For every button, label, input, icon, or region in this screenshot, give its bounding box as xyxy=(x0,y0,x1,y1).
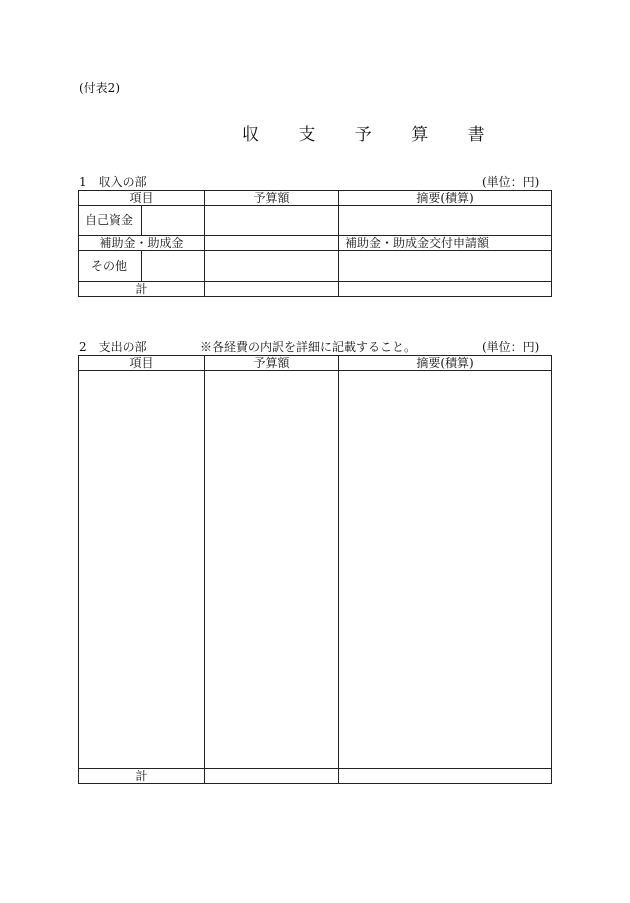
other-amount-cell[interactable] xyxy=(205,251,339,282)
expense-section-label: 2 支出の部 xyxy=(79,340,147,354)
income-header-amount: 予算額 xyxy=(205,191,339,206)
attachment-label: (付表2) xyxy=(79,81,120,95)
income-total-row xyxy=(79,282,552,297)
income-header-item: 項目 xyxy=(79,191,205,206)
own-funds-label: 自己資金 xyxy=(79,206,142,236)
income-total-summary-cell[interactable] xyxy=(339,282,552,297)
income-unit-label: (単位：円) xyxy=(482,175,540,189)
income-total-amount-cell[interactable] xyxy=(205,282,339,297)
expense-header-item: 項目 xyxy=(79,356,205,371)
page-title: 収 支 予 算 書 xyxy=(242,125,502,145)
expense-total-row xyxy=(79,769,552,784)
income-header-summary: 摘要(積算) xyxy=(339,191,552,206)
subsidy-amount-cell[interactable] xyxy=(205,236,339,251)
own-funds-amount-cell[interactable] xyxy=(205,206,339,236)
income-row-own-funds xyxy=(79,206,552,236)
expense-total-label: 計 xyxy=(79,769,205,784)
income-row-other xyxy=(79,251,552,282)
subsidy-summary-cell: 補助金・助成金交付申請額 xyxy=(339,236,552,251)
expense-item-cell[interactable] xyxy=(79,371,205,769)
other-label: その他 xyxy=(79,251,142,282)
other-detail-cell[interactable] xyxy=(142,251,205,282)
expense-note: ※各経費の内訳を詳細に記載すること。 xyxy=(200,340,417,354)
expense-unit-label: (単位：円) xyxy=(482,340,540,354)
expense-total-summary-cell[interactable] xyxy=(339,769,552,784)
expense-header-row xyxy=(79,356,552,371)
income-total-label: 計 xyxy=(79,282,205,297)
income-table xyxy=(78,190,552,297)
other-summary-cell[interactable] xyxy=(339,251,552,282)
expense-table xyxy=(78,355,552,784)
expense-amount-cell[interactable] xyxy=(205,371,339,769)
expense-body-row xyxy=(79,371,552,769)
expense-header-amount: 予算額 xyxy=(205,356,339,371)
income-row-subsidy xyxy=(79,236,552,251)
subsidy-label: 補助金・助成金 xyxy=(79,236,205,251)
expense-header-summary: 摘要(積算) xyxy=(339,356,552,371)
own-funds-summary-cell[interactable] xyxy=(339,206,552,236)
expense-summary-cell[interactable] xyxy=(339,371,552,769)
own-funds-detail-cell[interactable] xyxy=(142,206,205,236)
income-section-label: 1 収入の部 xyxy=(79,175,147,189)
income-header-row xyxy=(79,191,552,206)
expense-total-amount-cell[interactable] xyxy=(205,769,339,784)
